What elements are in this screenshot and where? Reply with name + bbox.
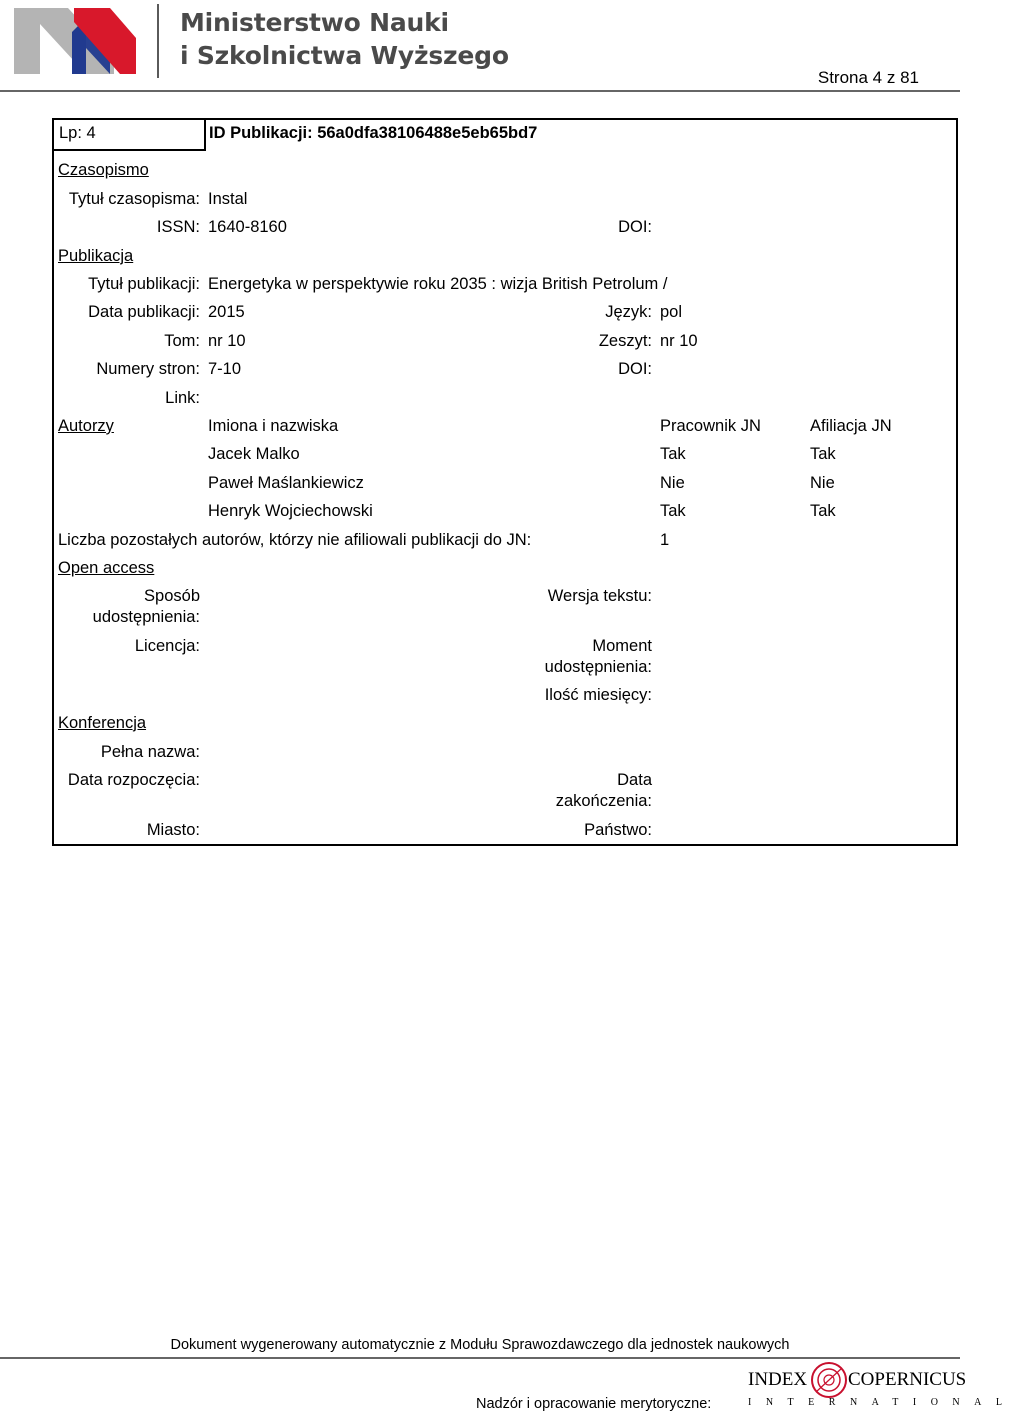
author-affiliation: Tak xyxy=(810,502,836,520)
lp-cell xyxy=(54,120,206,151)
supervision-note: Nadzór i opracowanie merytoryczne: xyxy=(476,1396,712,1412)
publication-date-value: 2015 xyxy=(208,303,245,321)
pages-label: Numery stron: xyxy=(96,360,200,378)
author-employee: Tak xyxy=(660,445,686,463)
access-moment-label-line1: Moment xyxy=(592,637,652,655)
publication-record xyxy=(52,118,958,846)
author-name: Jacek Malko xyxy=(208,445,300,463)
conference-name-label: Pełna nazwa: xyxy=(100,743,200,761)
ic-logo-word-copernicus: COPERNICUS xyxy=(848,1369,967,1390)
remaining-authors-value: 1 xyxy=(660,531,670,549)
lp-number: Lp: 4 xyxy=(59,124,96,142)
author-affiliation: Nie xyxy=(810,474,835,492)
remaining-authors-label: Liczba pozostałych autorów, którzy nie afiliowali publikacji do JN: xyxy=(58,531,532,549)
generated-note: Dokument wygenerowany automatycznie z Modułu Sprawozdawczego dla jednostek naukowych xyxy=(170,1337,790,1353)
section-journal: Czasopismo xyxy=(58,161,149,179)
page-number: Strona 4 z 81 xyxy=(817,68,919,87)
access-method-label-line2: udostępnienia: xyxy=(92,608,200,626)
author-name: Henryk Wojciechowski xyxy=(208,502,373,520)
link-label: Link: xyxy=(165,389,200,407)
header-divider xyxy=(0,90,960,92)
author-employee: Nie xyxy=(660,474,685,492)
ministry-name-line2: i Szkolnictwa Wyższego xyxy=(180,41,509,70)
page-header xyxy=(0,0,960,92)
language-label: Język: xyxy=(605,303,652,321)
ministry-name xyxy=(180,6,509,72)
conference-country-label: Państwo: xyxy=(584,821,652,839)
section-conference: Konferencja xyxy=(58,714,147,732)
ic-logo-word-index: INDEX xyxy=(748,1369,808,1390)
conference-end-label-line2: zakończenia: xyxy=(555,792,652,810)
publication-id: ID Publikacji: 56a0dfa38106488e5eb65bd7 xyxy=(209,124,538,142)
section-publication: Publikacja xyxy=(58,247,134,265)
volume-value: nr 10 xyxy=(208,332,246,350)
publication-doi-label: DOI: xyxy=(618,360,652,378)
logo-separator xyxy=(157,4,159,78)
copernicus-emblem-icon xyxy=(810,1361,848,1399)
publication-title-value: Energetyka w perspektywie roku 2035 : wizja British Petrolum / xyxy=(208,275,668,293)
authors-col-affiliation: Afiliacja JN xyxy=(810,417,892,435)
pages-value: 7-10 xyxy=(208,360,242,378)
months-label: Ilość miesięcy: xyxy=(544,686,652,704)
journal-title-value: Instal xyxy=(208,190,248,208)
footer-divider xyxy=(0,1357,960,1359)
journal-title-label: Tytuł czasopisma: xyxy=(68,190,200,208)
journal-doi-label: DOI: xyxy=(618,218,652,236)
access-method-label-line1: Sposób xyxy=(144,587,200,605)
issue-value: nr 10 xyxy=(660,332,698,350)
volume-label: Tom: xyxy=(164,332,200,350)
conference-end-label-line1: Data xyxy=(617,771,652,789)
ministry-name-line1: Ministerstwo Nauki xyxy=(180,8,449,37)
access-moment-label-line2: udostępnienia: xyxy=(544,658,652,676)
author-name: Paweł Maślankiewicz xyxy=(208,474,364,492)
issn-value: 1640-8160 xyxy=(208,218,287,236)
authors-col-name: Imiona i nazwiska xyxy=(208,417,339,435)
issue-label: Zeszyt: xyxy=(598,332,652,350)
index-copernicus-logo xyxy=(748,1361,1017,1413)
access-moment-label xyxy=(545,636,652,678)
author-affiliation: Tak xyxy=(810,445,836,463)
access-method-label xyxy=(93,586,200,628)
ministry-logo-icon xyxy=(14,8,136,74)
publication-title-label: Tytuł publikacji: xyxy=(88,275,200,293)
author-employee: Tak xyxy=(660,502,686,520)
text-version-label: Wersja tekstu: xyxy=(547,587,652,605)
conference-start-label: Data rozpoczęcia: xyxy=(67,771,200,789)
conference-city-label: Miasto: xyxy=(146,821,200,839)
issn-label: ISSN: xyxy=(156,218,200,236)
license-label: Licencja: xyxy=(134,637,200,655)
section-open-access: Open access xyxy=(58,559,155,577)
ic-logo-word-international: INTERNATIONAL xyxy=(748,1397,1017,1408)
section-authors: Autorzy xyxy=(58,417,114,435)
publication-date-label: Data publikacji: xyxy=(88,303,200,321)
authors-col-employee: Pracownik JN xyxy=(660,417,761,435)
language-value: pol xyxy=(660,303,683,321)
conference-end-label xyxy=(556,770,652,812)
